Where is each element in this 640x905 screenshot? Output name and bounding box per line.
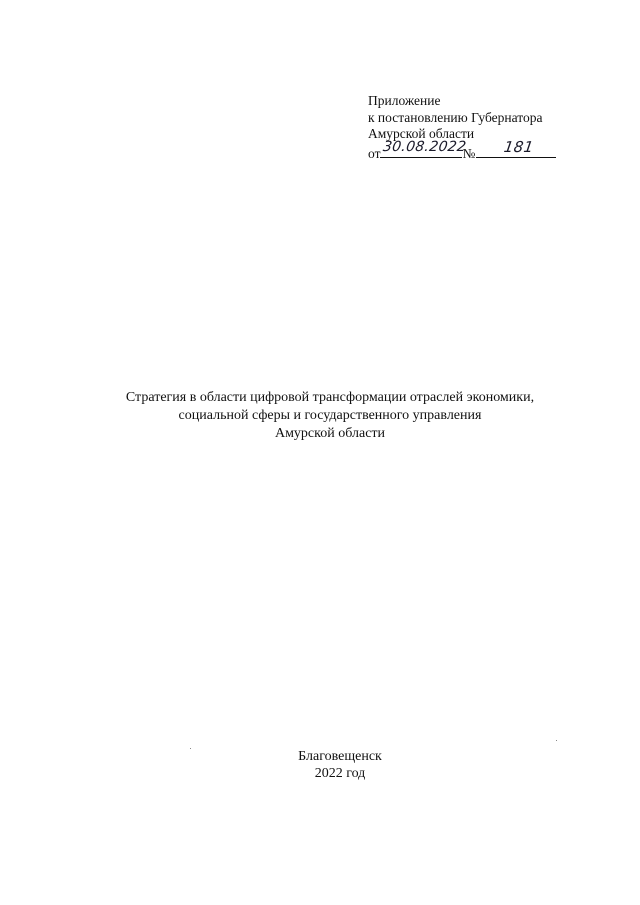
appendix-decree-reference: к постановлению Губернатора [368,109,543,125]
appendix-date-number-line [368,137,630,163]
document-footer [240,748,440,782]
date-fill-line [380,138,468,158]
handwritten-number: 181 [503,137,536,156]
title-line-2: социальной сферы и государственного управления [178,408,482,423]
number-fill-line [476,137,556,158]
handwritten-date: 30.08.2022 [382,138,468,155]
number-sign: № [462,145,476,161]
footer-year: 2022 год [314,766,366,781]
appendix-region: Амурской области [368,126,475,141]
scan-speck [190,748,191,749]
date-prefix: от [368,145,381,161]
scan-speck [556,740,557,741]
document-title [80,389,580,443]
title-line-3: Амурской области [274,426,386,441]
footer-city: Благовещенск [298,749,382,764]
title-line-1: Стратегия в области цифровой трансформации отраслей экономики, [125,390,535,405]
appendix-heading: Приложение [368,93,441,108]
appendix-block [368,93,630,162]
